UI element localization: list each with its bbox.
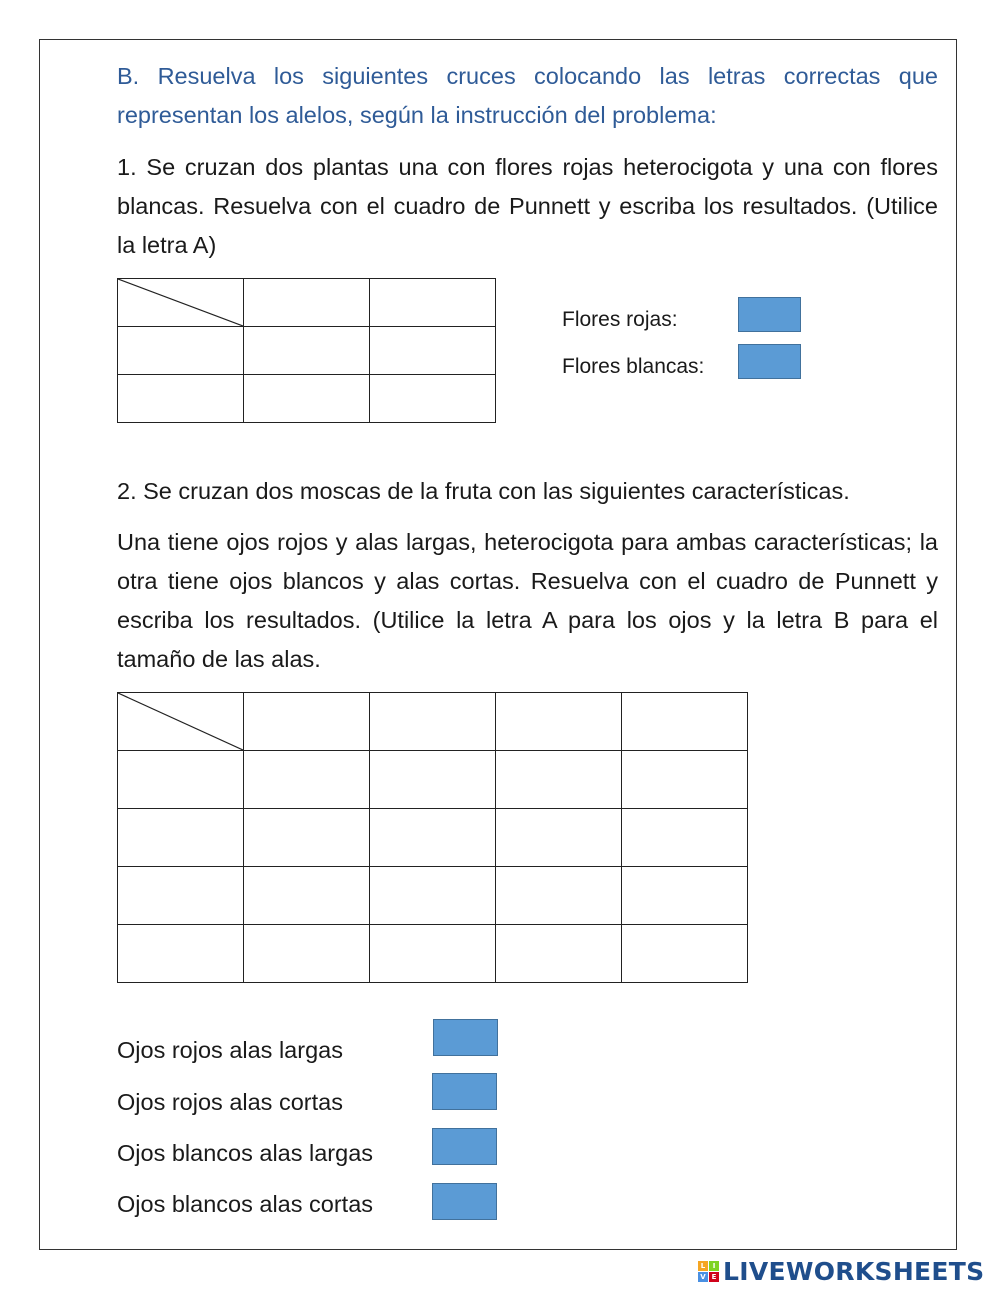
punnett-cell <box>370 327 496 375</box>
punnett-cell <box>118 327 244 375</box>
answer-box-ojos-blancos-alas-cortas[interactable] <box>432 1183 497 1220</box>
punnett-cell <box>370 693 496 751</box>
problem2-text: Una tiene ojos rojos y alas largas, heterocigota para ambas características; la otra tiene ojos blancos y alas cortas. Resuelva con el cuadro de Punnett y escriba los resultados. (Utilice la letra A para los ojos y la letra B para el tamaño de las alas. <box>117 529 938 672</box>
punnett-cell <box>622 751 748 809</box>
punnett-cell <box>370 375 496 423</box>
punnett-square-2 <box>117 692 748 983</box>
liveworksheets-brand <box>698 1256 984 1286</box>
logo-letter: E <box>709 1272 719 1282</box>
punnett-cell <box>118 867 244 925</box>
punnett-cell <box>118 375 244 423</box>
logo-letter: V <box>698 1272 708 1282</box>
punnett-cell <box>496 693 622 751</box>
punnett-cell <box>118 809 244 867</box>
punnett-cell <box>244 751 370 809</box>
answer-box-ojos-rojos-alas-largas[interactable] <box>433 1019 498 1056</box>
punnett-cell <box>496 809 622 867</box>
punnett-cell <box>370 925 496 983</box>
punnett-cell <box>244 867 370 925</box>
punnett-cell <box>622 693 748 751</box>
punnett-cell <box>244 693 370 751</box>
punnett-cell <box>370 279 496 327</box>
punnett-cell <box>496 751 622 809</box>
punnett-cell <box>244 279 370 327</box>
answer-label-flores-rojas: Flores rojas: <box>562 308 678 331</box>
answer-label-ojos-rojos-alas-cortas: Ojos rojos alas cortas <box>117 1089 343 1115</box>
instructions-text: B. Resuelva los siguientes cruces colocando las letras correctas que representan los alelos, según la instrucción del problema: <box>117 63 938 128</box>
answer-label-ojos-rojos-alas-largas: Ojos rojos alas largas <box>117 1037 343 1063</box>
brand-name: LIVEWORKSHEETS <box>723 1256 985 1286</box>
punnett-cell <box>496 867 622 925</box>
punnett-corner-cell <box>118 693 244 751</box>
answer-label-ojos-blancos-alas-cortas: Ojos blancos alas cortas <box>117 1191 374 1217</box>
punnett-cell <box>244 925 370 983</box>
punnett-cell <box>118 925 244 983</box>
logo-letter: I <box>709 1261 719 1271</box>
punnett-cell <box>622 867 748 925</box>
punnett-cell <box>118 751 244 809</box>
punnett-cell <box>370 751 496 809</box>
problem2-title: 2. Se cruzan dos moscas de la fruta con las siguientes características. <box>117 478 850 504</box>
problem1-text: 1. Se cruzan dos plantas una con flores rojas heterocigota y una con flores blancas. Resuelva con el cuadro de Punnett y escriba los resultados. (Utilice la letra A) <box>117 154 938 258</box>
punnett-cell <box>622 809 748 867</box>
liveworksheets-logo-icon <box>698 1261 719 1282</box>
logo-letter: L <box>698 1261 708 1271</box>
answer-box-ojos-blancos-alas-largas[interactable] <box>432 1128 497 1165</box>
answer-box-flores-blancas[interactable] <box>738 344 801 379</box>
answer-box-flores-rojas[interactable] <box>738 297 801 332</box>
answer-box-ojos-rojos-alas-cortas[interactable] <box>432 1073 497 1110</box>
punnett-cell <box>370 809 496 867</box>
punnett-cell <box>622 925 748 983</box>
punnett-corner-cell <box>118 279 244 327</box>
punnett-cell <box>244 809 370 867</box>
punnett-cell <box>370 867 496 925</box>
punnett-cell <box>244 375 370 423</box>
punnett-cell <box>244 327 370 375</box>
answer-label-flores-blancas: Flores blancas: <box>562 355 705 378</box>
punnett-cell <box>496 925 622 983</box>
punnett-square-1 <box>117 278 496 423</box>
answer-label-ojos-blancos-alas-largas: Ojos blancos alas largas <box>117 1140 374 1166</box>
